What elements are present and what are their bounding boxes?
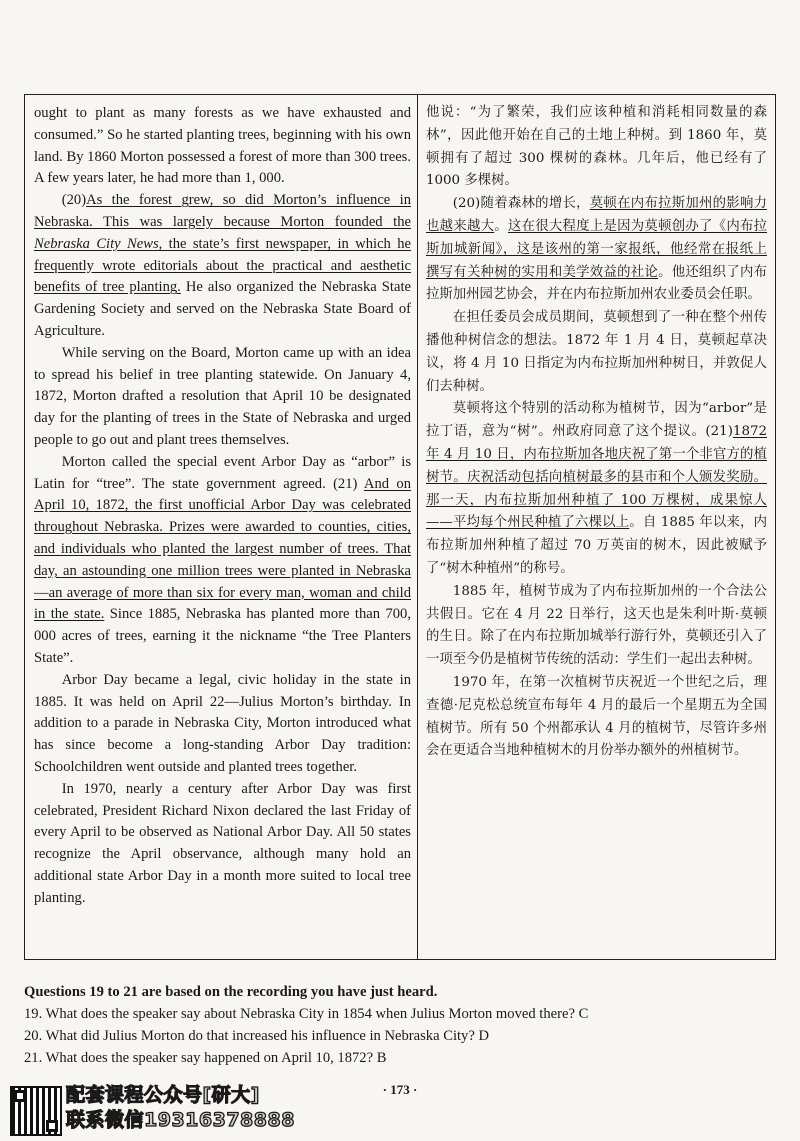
- question-marker-20: (20): [61, 192, 87, 209]
- newspaper-title: Nebraska City News: [34, 235, 159, 252]
- bilingual-text-table: [24, 94, 776, 960]
- underlined-answer-20-part2: 这在很大程度上是因为莫顿创办了《内布拉斯加城新闻》，这是该州的第一家报纸，他经常在报纸上撰写有关种树的实用和美学效益的社论: [426, 218, 768, 280]
- english-paragraph-5: Arbor Day became a legal, civic holiday in the state in 1885. It was held on April 22—Julius Morton’s birthday. In addition to a parade in Nebraska City, Morton introduced what has since become a long-standing Arbor Day tradition: Schoolchildren went outside and planted trees together.: [34, 671, 411, 775]
- underlined-text: As the forest grew, so did Morton’s influence in Nebraska. This was largely because Morton founded the: [34, 192, 411, 230]
- watermark-line-2: 联系微信19316378888: [66, 1109, 295, 1131]
- english-column: [25, 95, 418, 959]
- english-paragraph-1: ought to plant as many forests as we have exhausted and consumed.” So he started planting trees, beginning with his own land. By 1860 Morton possessed a forest of more than 300 trees. A few years later, he had more than 1, 000.: [34, 105, 411, 187]
- chinese-paragraph-3: 在担任委员会成员期间，莫顿想到了一种在整个州传播他种树信念的想法。1872 年 1 月 4 日，莫顿起草决议，将 4 月 10 日指定为内布拉斯加州种树日，并敦促人们去种树。: [426, 310, 767, 394]
- english-paragraph-3: While serving on the Board, Morton came up with an idea to spread his belief in tree planting statewide. On January 4, 1872, Morton drafted a resolution that April 10 be designated day for the planting of trees in the State of Nebraska and urged people to go out and plant trees themselves.: [34, 344, 411, 448]
- watermark-line-1: 配套课程公众号[研大]: [66, 1084, 260, 1106]
- question-item: 20. What did Julius Morton do that increased his influence in Nebraska City? D: [24, 1028, 490, 1044]
- underlined-text: , the state’s first newspaper, in which he frequently wrote editorials about the practical and aesthetic benefits of tree planting.: [34, 235, 411, 296]
- chinese-paragraph-6: 1970 年，在第一次植树节庆祝近一个世纪之后，理查德·尼克松总统宣布每年 4 月的最后一个星期五为全国植树节。所有 50 个州都承认 4 月的植树节，尽管许多州会在更适合当地种植树木的月份举办额外的州植树节。: [426, 674, 767, 759]
- question-marker-20: (20): [452, 196, 481, 212]
- questions-heading: Questions 19 to 21 are based on the recording you have just heard.: [24, 984, 438, 1000]
- question-item: 21. What does the speaker say happened on April 10, 1872? B: [24, 1050, 387, 1066]
- paragraph-text: 随着森林的增长，: [480, 196, 590, 212]
- underlined-answer-20-part1: 莫顿在内布拉斯加州的影响力也越来越大: [426, 196, 768, 234]
- english-paragraph-2: [34, 190, 411, 343]
- chinese-paragraph-2: [426, 193, 767, 307]
- page-number: · 173 ·: [382, 1082, 418, 1097]
- chinese-column: [418, 95, 775, 959]
- chinese-paragraph-5: 1885 年，植树节成为了内布拉斯加州的一个合法公共假日。它在 4 月 22 日举行，这天也是朱利叶斯·莫顿的生日。除了在内布拉斯加城举行游行外，莫顿还引入了一项至今仍是植树节传统的活动：学生们一起出去种树。: [426, 583, 767, 668]
- paragraph-text: 。他还组织了内布拉斯加州园艺协会，并在内布拉斯加州农业委员会任职。: [426, 264, 768, 303]
- questions-section: [24, 981, 784, 1069]
- underlined-answer-21: 1872 年 4 月 10 日，内布拉斯加各地庆祝了第一个非官方的植树节。庆祝活动包括向植树最多的县市和个人颁发奖励。那一天，内布拉斯加州种植了 100 万棵树，成果惊人——平均每个州民种植了六棵以上: [426, 424, 767, 531]
- underlined-answer-21: And on April 10, 1872, the first unofficial Arbor Day was celebrated throughout Nebraska. Prizes were awarded to counties, cities, and individuals who planted the largest number of trees. That day, an astounding one million trees were planted in Nebraska—an average of more than six for every man, woman and child in the state.: [34, 475, 411, 623]
- chinese-paragraph-1: 他说：“为了繁荣，我们应该种植和消耗相同数量的森林”，因此他开始在自己的土地上种树。到 1860 年，莫顿拥有了超过 300 棵树的森林。几年后，他已经有了 1000 多棵树。: [426, 105, 767, 189]
- english-paragraph-6: In 1970, nearly a century after Arbor Day was first celebrated, President Richard Nixon declared the last Friday of every April to be observed as National Arbor Day. All 50 states recognize the April observance, although many hold an additional state Arbor Day in a month more suited to local tree planting.: [34, 780, 411, 906]
- chinese-paragraph-4: [426, 398, 767, 580]
- paragraph-text: 。: [494, 218, 508, 234]
- paragraph-text: 莫顿将这个特别的活动称为植树节，因为“arbor”是拉丁语，意为“树”。州政府同意了这个提议。(21): [426, 401, 767, 440]
- paragraph-text: Since 1885, Nebraska has planted more than 700, 000 acres of trees, earning it the nickname “the Tree Planters State”.: [34, 606, 411, 666]
- paragraph-text: 。自 1885 年以来，内布拉斯加州种植了超过 70 万英亩的树木，因此被赋予了“树木种植州”的称号。: [426, 515, 768, 576]
- qr-code-image: [10, 1086, 62, 1136]
- promo-watermark: [66, 1083, 316, 1133]
- paragraph-text: Morton called the special event Arbor Day as “arbor” is Latin for “tree”. The state government agreed. (21): [34, 453, 411, 492]
- question-item: 19. What does the speaker say about Nebraska City in 1854 when Julius Morton moved there? C: [24, 1006, 589, 1022]
- english-paragraph-4: [34, 452, 411, 670]
- paragraph-text: He also organized the Nebraska State Gardening Society and served on the Nebraska State Board of Agriculture.: [34, 279, 411, 339]
